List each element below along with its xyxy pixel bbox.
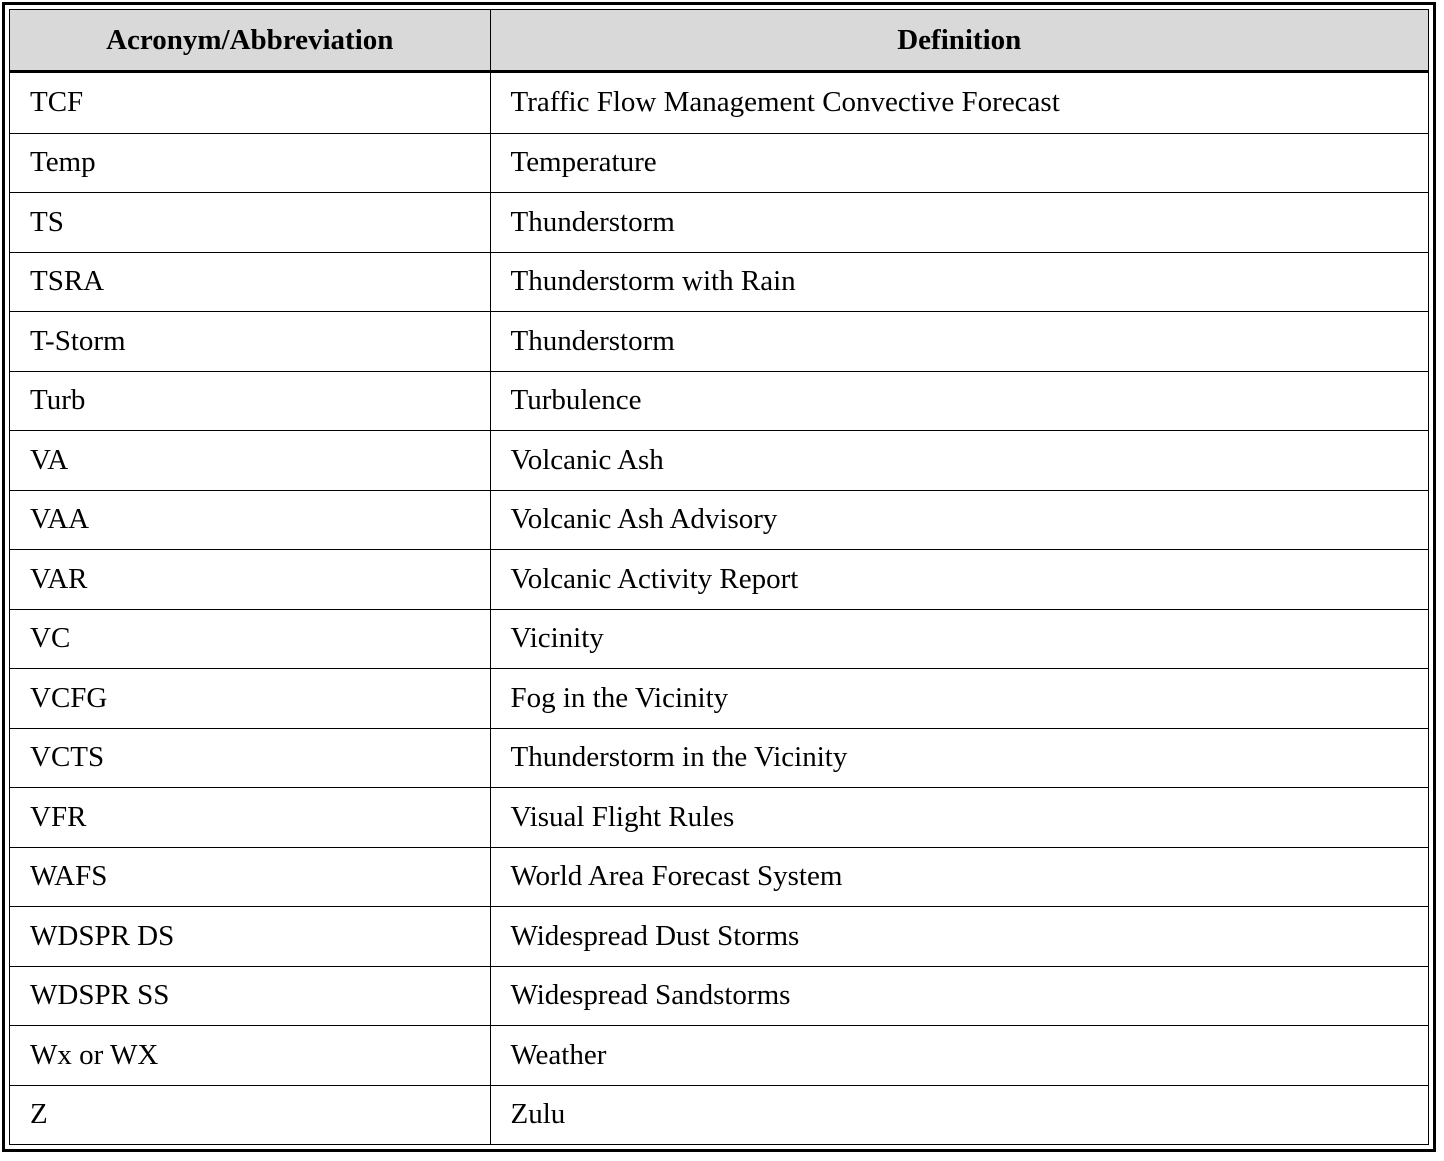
acronym-table-inner xyxy=(9,9,1429,1145)
table-row xyxy=(10,312,1428,372)
table-row xyxy=(10,609,1428,669)
table-body xyxy=(10,72,1428,1145)
definition-cell: Vicinity xyxy=(490,609,1428,669)
acronym-cell: Z xyxy=(10,1085,490,1144)
definition-cell: Volcanic Activity Report xyxy=(490,550,1428,610)
table-row xyxy=(10,788,1428,848)
definition-cell: Fog in the Vicinity xyxy=(490,669,1428,729)
definition-cell: Volcanic Ash Advisory xyxy=(490,490,1428,550)
definition-cell: Temperature xyxy=(490,133,1428,193)
acronym-cell: TSRA xyxy=(10,252,490,312)
acronym-cell: VA xyxy=(10,431,490,491)
acronym-cell: WDSPR SS xyxy=(10,966,490,1026)
table-row xyxy=(10,1026,1428,1086)
table-row xyxy=(10,728,1428,788)
acronym-cell: VAA xyxy=(10,490,490,550)
table-row xyxy=(10,133,1428,193)
acronym-cell: VAR xyxy=(10,550,490,610)
definition-cell: Volcanic Ash xyxy=(490,431,1428,491)
acronym-cell: WDSPR DS xyxy=(10,907,490,967)
definition-cell: Thunderstorm xyxy=(490,193,1428,253)
definition-cell: Weather xyxy=(490,1026,1428,1086)
definition-cell: World Area Forecast System xyxy=(490,847,1428,907)
acronym-cell: VCTS xyxy=(10,728,490,788)
definition-cell: Zulu xyxy=(490,1085,1428,1144)
acronym-cell: VCFG xyxy=(10,669,490,729)
acronym-cell: TS xyxy=(10,193,490,253)
table-row xyxy=(10,550,1428,610)
definition-cell: Traffic Flow Management Convective Forecast xyxy=(490,72,1428,134)
acronym-table-frame xyxy=(2,2,1436,1152)
table-row xyxy=(10,193,1428,253)
table-row xyxy=(10,966,1428,1026)
definition-cell: Thunderstorm in the Vicinity xyxy=(490,728,1428,788)
table-row xyxy=(10,1085,1428,1144)
acronym-cell: Wx or WX xyxy=(10,1026,490,1086)
table-row xyxy=(10,847,1428,907)
acronym-cell: T-Storm xyxy=(10,312,490,372)
definition-cell: Thunderstorm xyxy=(490,312,1428,372)
definition-cell: Visual Flight Rules xyxy=(490,788,1428,848)
table-row xyxy=(10,490,1428,550)
table-row xyxy=(10,72,1428,134)
table-row xyxy=(10,669,1428,729)
acronym-cell: VFR xyxy=(10,788,490,848)
table-header-row xyxy=(10,10,1428,72)
definition-cell: Widespread Dust Storms xyxy=(490,907,1428,967)
table-row xyxy=(10,371,1428,431)
acronym-cell: WAFS xyxy=(10,847,490,907)
acronym-cell: Temp xyxy=(10,133,490,193)
acronym-cell: VC xyxy=(10,609,490,669)
definition-cell: Thunderstorm with Rain xyxy=(490,252,1428,312)
acronym-table xyxy=(10,10,1428,1144)
header-acronym: Acronym/Abbreviation xyxy=(10,10,490,72)
header-definition: Definition xyxy=(490,10,1428,72)
table-row xyxy=(10,907,1428,967)
table-row xyxy=(10,252,1428,312)
acronym-cell: Turb xyxy=(10,371,490,431)
acronym-cell: TCF xyxy=(10,72,490,134)
definition-cell: Widespread Sandstorms xyxy=(490,966,1428,1026)
table-row xyxy=(10,431,1428,491)
definition-cell: Turbulence xyxy=(490,371,1428,431)
